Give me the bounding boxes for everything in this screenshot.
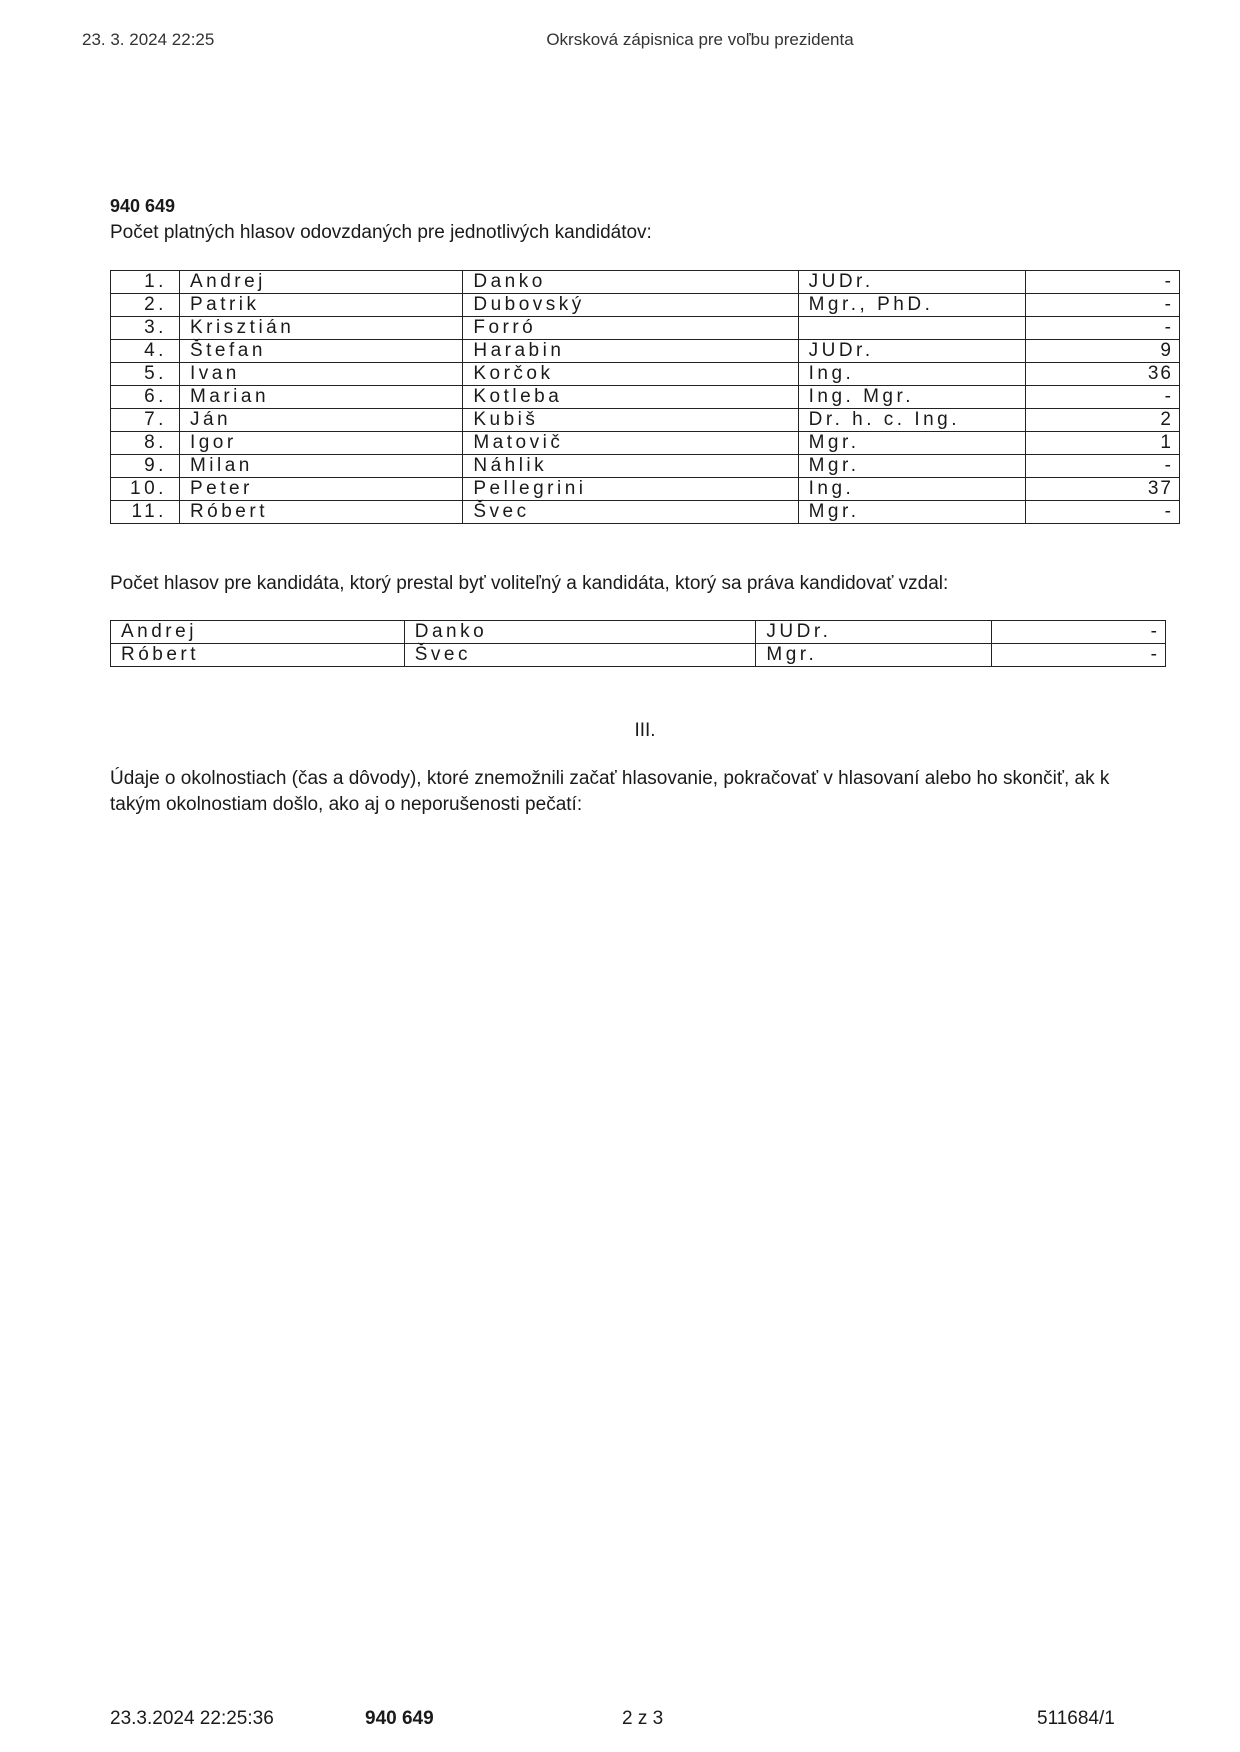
candidate-number: 5. (111, 363, 180, 386)
candidate-title: Mgr. (798, 432, 1026, 455)
candidate-last-name: Matovič (463, 432, 798, 455)
candidate-number: 2. (111, 294, 180, 317)
withdrawn-votes: - (992, 644, 1166, 667)
candidate-votes: - (1026, 317, 1180, 340)
candidate-number: 3. (111, 317, 180, 340)
candidate-votes: 9 (1026, 340, 1180, 363)
table-row (111, 478, 1180, 501)
candidate-title: Mgr. (798, 501, 1026, 524)
circumstances-text: Údaje o okolnostiach (čas a dôvody), ktoré znemožnili začať hlasovanie, pokračovať v hlasovaní alebo ho skončiť, ak k takým okolnostiam došlo, ako aj o neporušenosti pečatí: (110, 768, 1110, 815)
candidate-number: 6. (111, 386, 180, 409)
candidate-last-name: Pellegrini (463, 478, 798, 501)
withdrawn-votes: - (992, 621, 1166, 644)
candidate-last-name: Korčok (463, 363, 798, 386)
candidate-title: Ing. (798, 478, 1026, 501)
candidate-votes: - (1026, 294, 1180, 317)
candidate-first-name: Štefan (179, 340, 462, 363)
candidate-title (798, 317, 1026, 340)
table-row (111, 644, 1166, 667)
table-row (111, 409, 1180, 432)
candidate-title: JUDr. (798, 271, 1026, 294)
candidate-first-name: Peter (179, 478, 462, 501)
candidate-votes: 37 (1026, 478, 1180, 501)
table-row (111, 455, 1180, 478)
footer-code: 940 649 (365, 1708, 434, 1729)
candidate-first-name: Ján (179, 409, 462, 432)
candidate-first-name: Patrik (179, 294, 462, 317)
candidate-last-name: Dubovský (463, 294, 798, 317)
candidates-table (110, 270, 1180, 524)
candidate-number: 10. (111, 478, 180, 501)
candidate-number: 9. (111, 455, 180, 478)
table-row (111, 621, 1166, 644)
candidate-votes: - (1026, 455, 1180, 478)
withdrawn-table (110, 620, 1166, 667)
candidate-votes: 1 (1026, 432, 1180, 455)
table-row (111, 317, 1180, 340)
footer-page: 2 z 3 (622, 1708, 664, 1729)
table-row (111, 294, 1180, 317)
withdrawn-title: JUDr. (756, 621, 992, 644)
candidate-first-name: Marian (179, 386, 462, 409)
footer-timestamp: 23.3.2024 22:25:36 (110, 1708, 274, 1729)
candidate-title: JUDr. (798, 340, 1026, 363)
candidate-number: 8. (111, 432, 180, 455)
candidate-last-name: Kotleba (463, 386, 798, 409)
candidate-votes: - (1026, 271, 1180, 294)
candidate-first-name: Andrej (179, 271, 462, 294)
withdrawn-first-name: Andrej (111, 621, 405, 644)
candidate-title: Dr. h. c. Ing. (798, 409, 1026, 432)
candidate-title: Mgr. (798, 455, 1026, 478)
candidate-last-name: Kubiš (463, 409, 798, 432)
candidate-last-name: Forró (463, 317, 798, 340)
section-heading: III. (634, 720, 656, 741)
table-row (111, 432, 1180, 455)
candidate-first-name: Igor (179, 432, 462, 455)
candidate-votes: - (1026, 386, 1180, 409)
table-row (111, 340, 1180, 363)
withdrawn-intro: Počet hlasov pre kandidáta, ktorý prestal byť voliteľný a kandidáta, ktorý sa práva kandidovať vzdal: (110, 573, 949, 594)
candidate-title: Ing. (798, 363, 1026, 386)
candidate-first-name: Ivan (179, 363, 462, 386)
candidate-last-name: Náhlik (463, 455, 798, 478)
candidate-number: 11. (111, 501, 180, 524)
candidate-number: 4. (111, 340, 180, 363)
valid-votes-intro: Počet platných hlasov odovzdaných pre jednotlivých kandidátov: (110, 222, 652, 243)
district-code: 940 649 (110, 196, 176, 216)
table-row (111, 363, 1180, 386)
footer-doc-id: 511684/1 (1037, 1708, 1115, 1729)
candidate-number: 7. (111, 409, 180, 432)
candidate-first-name: Róbert (179, 501, 462, 524)
candidate-number: 1. (111, 271, 180, 294)
withdrawn-last-name: Švec (404, 644, 756, 667)
table-row (111, 501, 1180, 524)
candidate-title: Mgr., PhD. (798, 294, 1026, 317)
candidate-title: Ing. Mgr. (798, 386, 1026, 409)
candidate-last-name: Harabin (463, 340, 798, 363)
candidate-first-name: Krisztián (179, 317, 462, 340)
candidate-votes: 36 (1026, 363, 1180, 386)
candidate-first-name: Milan (179, 455, 462, 478)
candidate-votes: - (1026, 501, 1180, 524)
candidate-last-name: Švec (463, 501, 798, 524)
candidate-last-name: Danko (463, 271, 798, 294)
header-title: Okrsková zápisnica pre voľbu prezidenta (546, 30, 854, 49)
table-row (111, 386, 1180, 409)
withdrawn-title: Mgr. (756, 644, 992, 667)
table-row (111, 271, 1180, 294)
withdrawn-last-name: Danko (404, 621, 756, 644)
header-datetime: 23. 3. 2024 22:25 (82, 30, 215, 49)
withdrawn-first-name: Róbert (111, 644, 405, 667)
candidate-votes: 2 (1026, 409, 1180, 432)
